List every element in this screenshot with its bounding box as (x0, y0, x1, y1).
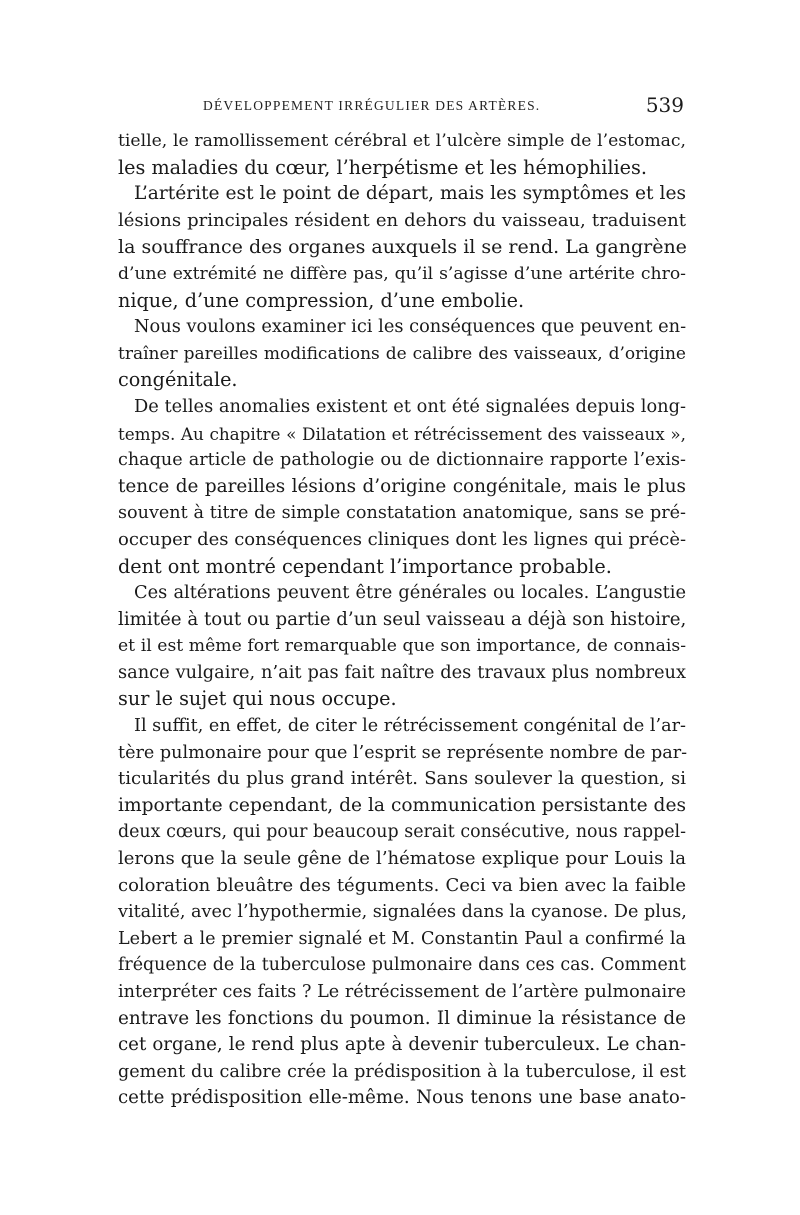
text-line: la souffrance des organes auxquels il se rend. La gangrène (118, 236, 687, 259)
page-number: 539 (645, 93, 684, 117)
text-line: limitée à tout ou partie d’un seul vaisseau a déjà son histoire, (118, 608, 687, 630)
text-line: nique, d’une compression, d’une embolie. (118, 288, 525, 312)
text-line: cet organe, le rend plus apte à devenir tuberculeux. Le chan- (118, 1034, 686, 1056)
text-line: souvent à titre de simple constatation anatomique, sans se pré- (118, 503, 686, 524)
text-line: vitalité, avec l’hypothermie, signalées dans la cyanose. De plus, (118, 902, 687, 923)
text-line: lerons que la seule gêne de l’hématose explique pour Louis la (118, 848, 686, 870)
text-line: Il suffit, en effet, de citer le rétrécissement congénital de l’ar- (134, 716, 686, 737)
text-line: tence de pareilles lésions d’origine congénitale, mais le plus (118, 475, 686, 497)
text-line: les maladies du cœur, l’herpétisme et les hémophilies. (118, 155, 647, 179)
text-line: interpréter ces faits ? Le rétrécissement de l’artère pulmonaire (118, 982, 686, 1002)
text-line: traîner pareilles modifications de calibre des vaisseaux, d’origine (118, 343, 686, 364)
text-line: Ces altérations peuvent être générales ou locales. L’angustie (134, 582, 686, 604)
text-line: cette prédisposition elle-même. Nous tenons une base anato- (118, 1087, 686, 1109)
text-line: lésions principales résident en dehors du vaisseau, traduisent (118, 209, 686, 231)
text-line: De telles anomalies existent et ont été signalées depuis long- (134, 395, 686, 417)
text-line: dent ont montré cependant l’importance probable. (118, 554, 612, 578)
text-line: sur le sujet qui nous occupe. (118, 687, 397, 711)
body-text (118, 128, 686, 1112)
running-head (118, 94, 686, 122)
text-line: sance vulgaire, n’ait pas fait naître des travaux plus nombreux (118, 661, 686, 683)
text-line: importante cependant, de la communication persistante des (118, 794, 686, 816)
text-line: d’une extrémité ne diffère pas, qu’il s’agisse d’une artérite chro- (118, 263, 686, 284)
text-line: fréquence de la tuberculose pulmonaire dans ces cas. Comment (118, 955, 686, 976)
text-line: temps. Au chapitre « Dilatation et rétrécissement des vaisseaux », (118, 423, 686, 444)
text-line: entrave les fonctions du poumon. Il diminue la résistance de (118, 1007, 686, 1029)
running-title: DÉVELOPPEMENT IRRÉGULIER DES ARTÈRES. (203, 98, 541, 113)
text-line: tielle, le ramollissement cérébral et l’ulcère simple de l’estomac, (118, 131, 686, 151)
text-line: deux cœurs, qui pour beaucoup serait consécutive, nous rappel- (118, 822, 686, 843)
text-line: Lebert a le premier signalé et M. Constantin Paul a confirmé la (118, 928, 686, 949)
text-line: ticularités du plus grand intérêt. Sans soulever la question, si (118, 768, 686, 790)
text-line: tère pulmonaire pour que l’esprit se représente nombre de par- (118, 742, 688, 763)
text-line: occuper des conséquences cliniques dont les lignes qui précè- (118, 528, 687, 550)
text-line: Nous voulons examiner ici les conséquences que peuvent en- (134, 316, 687, 338)
text-line: chaque article de pathologie ou de dictionnaire rapporte l’exis- (118, 450, 686, 471)
text-line: congénitale. (118, 368, 238, 392)
text-line: L’artérite est le point de départ, mais les symptômes et les (134, 183, 686, 205)
text-line: gement du calibre crée la prédisposition à la tuberculose, il est (118, 1061, 686, 1082)
text-line: coloration bleuâtre des téguments. Ceci va bien avec la faible (118, 874, 686, 896)
text-line: et il est même fort remarquable que son importance, de connais- (118, 636, 686, 657)
